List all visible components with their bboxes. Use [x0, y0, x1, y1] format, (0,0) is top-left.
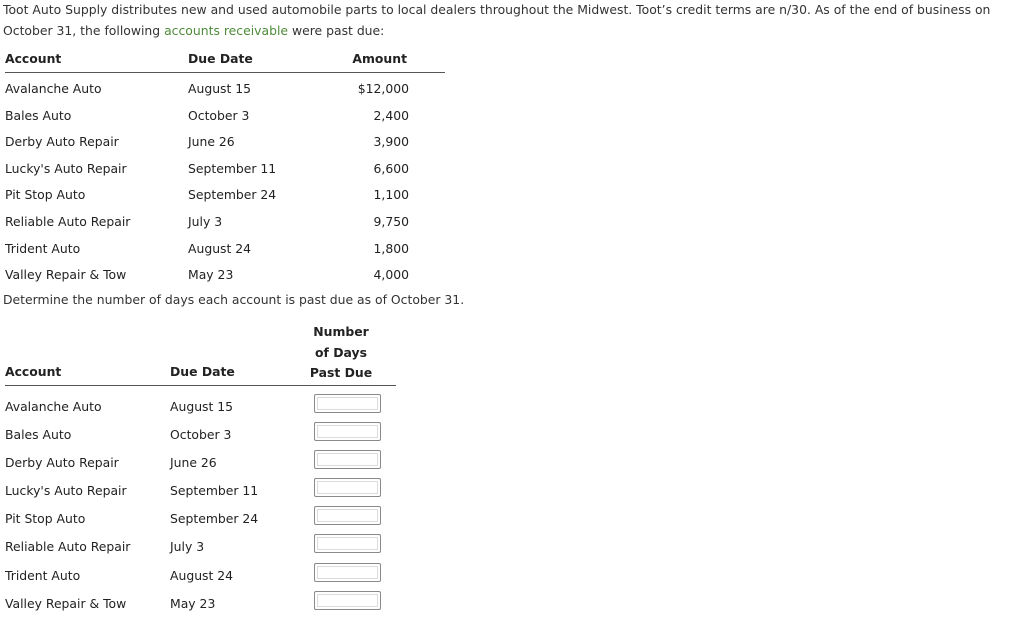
row-due-date: September 11	[188, 160, 277, 176]
row-amount: 4,000	[373, 267, 409, 283]
days-past-due-table	[5, 321, 396, 616]
header-amount: Amount	[352, 51, 407, 66]
problem-intro	[3, 0, 1021, 41]
header-days-line2: of Days	[315, 344, 367, 360]
table-row	[5, 391, 396, 419]
days-past-due-input[interactable]	[314, 591, 381, 610]
header-due-date: Due Date	[170, 364, 235, 379]
row-due-date: October 3	[188, 107, 250, 123]
row-due-date: May 23	[170, 595, 216, 611]
table-row	[5, 155, 445, 182]
days-past-due-input[interactable]	[314, 422, 381, 441]
row-account: Avalanche Auto	[5, 81, 102, 96]
row-amount: 1,100	[373, 187, 409, 203]
row-account: Avalanche Auto	[5, 399, 102, 414]
row-due-date: October 3	[170, 427, 232, 443]
days-past-due-input[interactable]	[314, 534, 381, 553]
row-account: Trident Auto	[5, 240, 81, 256]
row-account: Reliable Auto Repair	[5, 539, 131, 555]
row-due-date: July 3	[188, 213, 223, 229]
header-account: Account	[5, 364, 62, 379]
header-days-line3: Past Due	[309, 365, 373, 380]
row-account: Derby Auto Repair	[5, 134, 119, 150]
row-amount: 3,900	[373, 134, 409, 150]
row-account: Pit Stop Auto	[5, 511, 86, 527]
days-past-due-input[interactable]	[314, 506, 381, 525]
table-row	[5, 261, 445, 288]
header-days-past-due	[305, 322, 377, 384]
header-days-line1: Number	[313, 324, 369, 339]
row-account: Valley Repair & Tow	[5, 267, 127, 283]
table-row	[5, 503, 396, 531]
row-amount: 2,400	[373, 107, 409, 123]
accounts-receivable-link[interactable]: accounts receivable	[164, 22, 289, 38]
row-account: Lucky's Auto Repair	[5, 483, 127, 499]
table-row	[5, 181, 445, 208]
row-account: Valley Repair & Tow	[5, 595, 127, 611]
row-amount: 6,600	[373, 160, 409, 176]
row-due-date: August 24	[170, 567, 234, 583]
table-header	[5, 48, 445, 73]
row-amount: $12,000	[357, 81, 409, 96]
table-row	[5, 419, 396, 447]
table-row	[5, 531, 396, 559]
row-account: Pit Stop Auto	[5, 187, 86, 203]
row-account: Reliable Auto Repair	[5, 213, 131, 229]
row-account: Bales Auto	[5, 427, 72, 443]
row-due-date: June 26	[188, 134, 235, 150]
table-row	[5, 235, 445, 262]
row-due-date: August 15	[170, 399, 234, 414]
row-due-date: May 23	[188, 267, 234, 283]
days-past-due-input[interactable]	[314, 450, 381, 469]
header-due-date: Due Date	[188, 51, 253, 66]
table-row	[5, 447, 396, 475]
intro-text-end: were past due:	[288, 22, 385, 38]
table-row	[5, 588, 396, 616]
intro-text-start: Toot Auto Supply distributes new and used automobile parts to local dealers throughout the Midwest. Toot’s credit terms are n/30. As of the end of business on October 31, the following	[3, 2, 991, 38]
row-account: Derby Auto Repair	[5, 455, 119, 471]
row-due-date: September 11	[170, 483, 259, 499]
row-due-date: June 26	[170, 455, 217, 471]
row-due-date: September 24	[188, 187, 277, 203]
table-row	[5, 208, 445, 235]
days-past-due-input[interactable]	[314, 394, 381, 413]
row-account: Bales Auto	[5, 107, 72, 123]
row-due-date: July 3	[170, 539, 205, 555]
row-due-date: August 15	[188, 81, 252, 96]
table-row	[5, 475, 396, 503]
table-header	[5, 321, 396, 386]
table-row	[5, 102, 445, 129]
row-due-date: August 24	[188, 240, 252, 256]
row-account: Lucky's Auto Repair	[5, 160, 127, 176]
question-prompt: Determine the number of days each account is past due as of October 31.	[3, 292, 465, 307]
row-account: Trident Auto	[5, 567, 81, 583]
row-amount: 9,750	[373, 213, 409, 229]
table-row	[5, 560, 396, 588]
row-due-date: September 24	[170, 511, 259, 527]
table-row	[5, 75, 445, 102]
past-due-accounts-table	[5, 48, 445, 288]
header-account: Account	[5, 51, 62, 66]
days-past-due-input[interactable]	[314, 563, 381, 582]
days-past-due-input[interactable]	[314, 478, 381, 497]
row-amount: 1,800	[373, 240, 409, 256]
table-row	[5, 128, 445, 155]
